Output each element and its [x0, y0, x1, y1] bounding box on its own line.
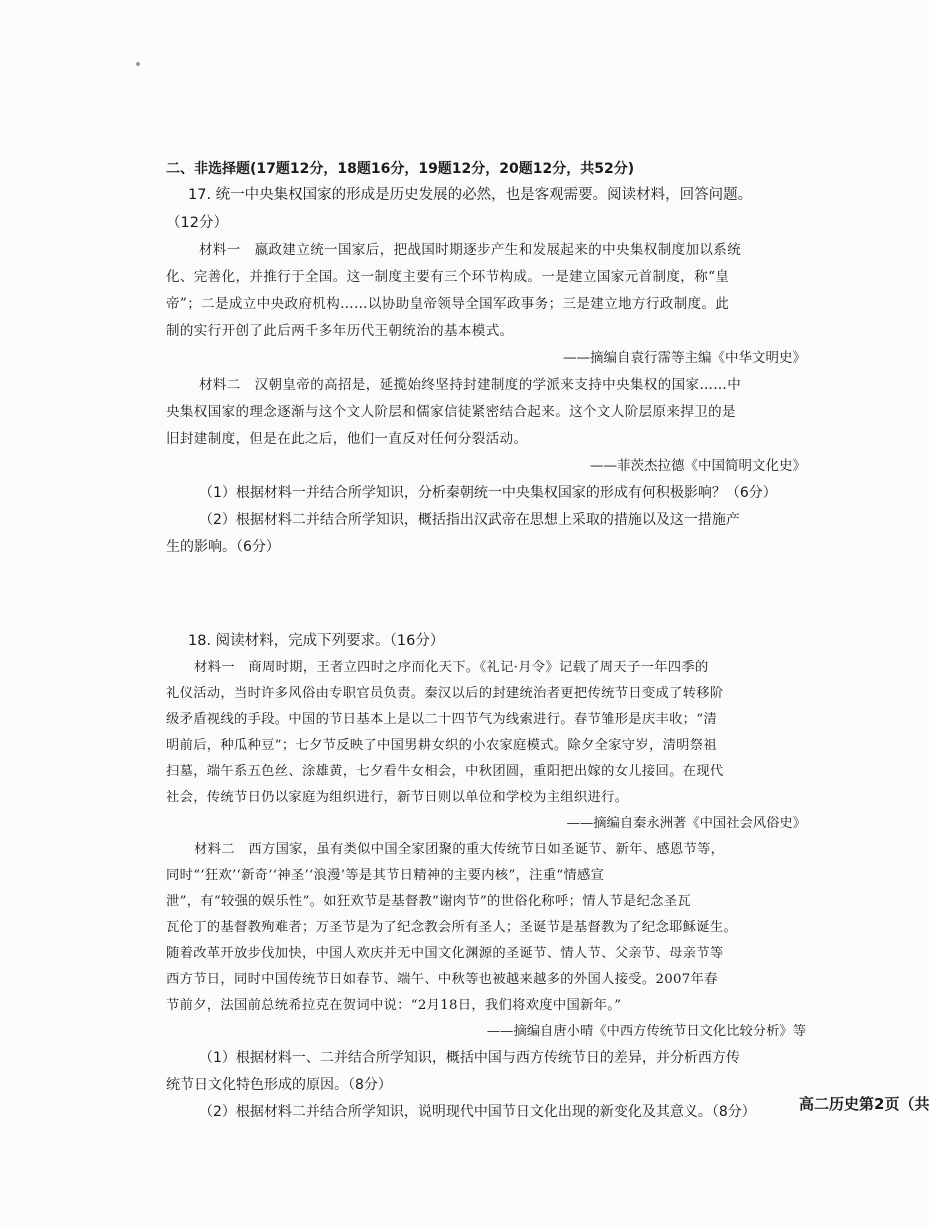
q18-m2-line: 同时“‘狂欢’‘新奇’‘神圣’‘浪漫’等是其节日精神的主要内核”，注重“情感宣 [166, 868, 605, 883]
q18-m2-line: 西方节日，同时中国传统节日如春节、端午、中秋等也被越来越多的外国人接受。2007年春 [166, 972, 718, 987]
q17-m1-line: 材料一 嬴政建立统一国家后，把战国时期逐步产生和发展起来的中央集权制度加以系统 [199, 242, 742, 258]
q17-material-1 [166, 237, 806, 372]
q17-m2-line: 央集权国家的理念逐渐与这个文人阶层和儒家信徒紧密结合起来。这个文人阶层原来捍卫的是 [166, 404, 736, 420]
q17-m2-line: 材料二 汉朝皇帝的高招是，延揽始终坚持封建制度的学派来支持中央集权的国家……中 [199, 377, 742, 393]
q18-m2-source: ——摘编自唐小晴《中西方传统节日文化比较分析》等 [486, 1024, 806, 1039]
q18-material-1 [166, 655, 806, 837]
question-18 [166, 627, 806, 1126]
q17-stem-line-1: 17. 统一中央集权国家的形成是历史发展的必然，也是客观需要。阅读材料，回答问题。 [188, 187, 753, 203]
q17-sub-question-2-line-1: （2）根据材料二并结合所学知识，概括指出汉武帝在思想上采取的措施以及这一措施产 [199, 512, 740, 528]
q18-m1-line: 扫墓，端午系五色丝、涂雄黄，七夕看牛女相会，中秋团圆，重阳把出嫁的女儿接回。在现代 [166, 764, 724, 779]
q17-m1-line: 化、完善化，并推行于全国。这一制度主要有三个环节构成。一是建立国家元首制度，称“皇 [166, 269, 730, 285]
q17-m2-source: ——菲茨杰拉德《中国简明文化史》 [590, 458, 806, 474]
q17-m1-source: ——摘编自袁行霈等主编《中华文明史》 [563, 350, 806, 366]
q18-sub-question-1-line-1: （1）根据材料一、二并结合所学知识，概括中国与西方传统节日的差异，并分析西方传 [199, 1050, 740, 1066]
q18-material-2 [166, 837, 806, 1045]
exam-content [166, 157, 806, 1126]
q18-m2-line: 节前夕，法国前总统希拉克在贺词中说：“2月18日，我们将欢度中国新年。” [166, 998, 622, 1013]
q18-sub-question-1-line-2: 统节日文化特色形成的原因。（8分） [166, 1077, 392, 1093]
q17-stem-line-2: （12分） [166, 215, 228, 231]
q17-sub-question-1: （1）根据材料一并结合所学知识，分析秦朝统一中央集权国家的形成有何积极影响？（6分） [199, 485, 777, 501]
q18-m2-line: 泄”，有“较强的娱乐性”。如狂欢节是基督教“谢肉节”的世俗化称呼；情人节是纪念圣瓦 [166, 894, 691, 909]
q18-m1-line: 礼仪活动，当时许多风俗由专职官员负责。秦汉以后的封建统治者更把传统节日变成了转移阶 [166, 686, 724, 701]
q18-m2-line: 随着改革开放步伐加快，中国人欢庆并无中国文化渊源的圣诞节、情人节、父亲节、母亲节等 [166, 946, 724, 961]
q18-m1-line: 级矛盾视线的手段。中国的节日基本上是以二十四节气为线索进行。春节雏形是庆丰收；“清 [166, 712, 717, 727]
q18-m2-line: 材料二 西方国家，虽有类似中国全家团聚的重大传统节日如圣诞节、新年、感恩节等， [194, 842, 725, 857]
page-footer: 高二历史第2页（共 [799, 1095, 929, 1113]
q18-stem: 18. 阅读材料，完成下列要求。（16分） [188, 633, 445, 649]
q18-m1-line: 明前后，种瓜种豆”；七夕节反映了中国男耕女织的小农家庭模式。除夕全家守岁，清明祭祖 [166, 738, 717, 753]
q17-m1-line: 制的实行开创了此后两千多年历代王朝统治的基本模式。 [166, 323, 514, 339]
q18-m2-line: 瓦伦丁的基督教殉难者；万圣节是为了纪念教会所有圣人；圣诞节是基督教为了纪念耶稣诞生。 [166, 920, 738, 935]
q17-material-2 [166, 372, 806, 480]
q18-m1-line: 材料一 商周时期，王者立四时之序而化天下。《礼记·月令》记载了周天子一年四季的 [194, 660, 709, 675]
question-17 [166, 181, 806, 561]
q18-m1-source: ——摘编自秦永洲著《中国社会风俗史》 [566, 816, 806, 831]
q17-sub-question-2-line-2: 生的影响。（6分） [166, 539, 280, 555]
answer-space [166, 561, 806, 627]
q18-sub-question-2: （2）根据材料二并结合所学知识，说明现代中国节日文化出现的新变化及其意义。（8分） [199, 1104, 756, 1120]
scan-speck [136, 62, 140, 66]
q17-m2-line: 旧封建制度，但是在此之后，他们一直反对任何分裂活动。 [166, 431, 528, 447]
q18-m1-line: 社会，传统节日仍以家庭为组织进行，新节日则以单位和学校为主组织进行。 [166, 790, 629, 805]
section-heading: 二、非选择题(17题12分，18题16分，19题12分，20题12分，共52分) [166, 161, 635, 177]
q17-m1-line: 帝”；二是成立中央政府机构……以协助皇帝领导全国军政事务；三是建立地方行政制度。此 [166, 296, 730, 312]
